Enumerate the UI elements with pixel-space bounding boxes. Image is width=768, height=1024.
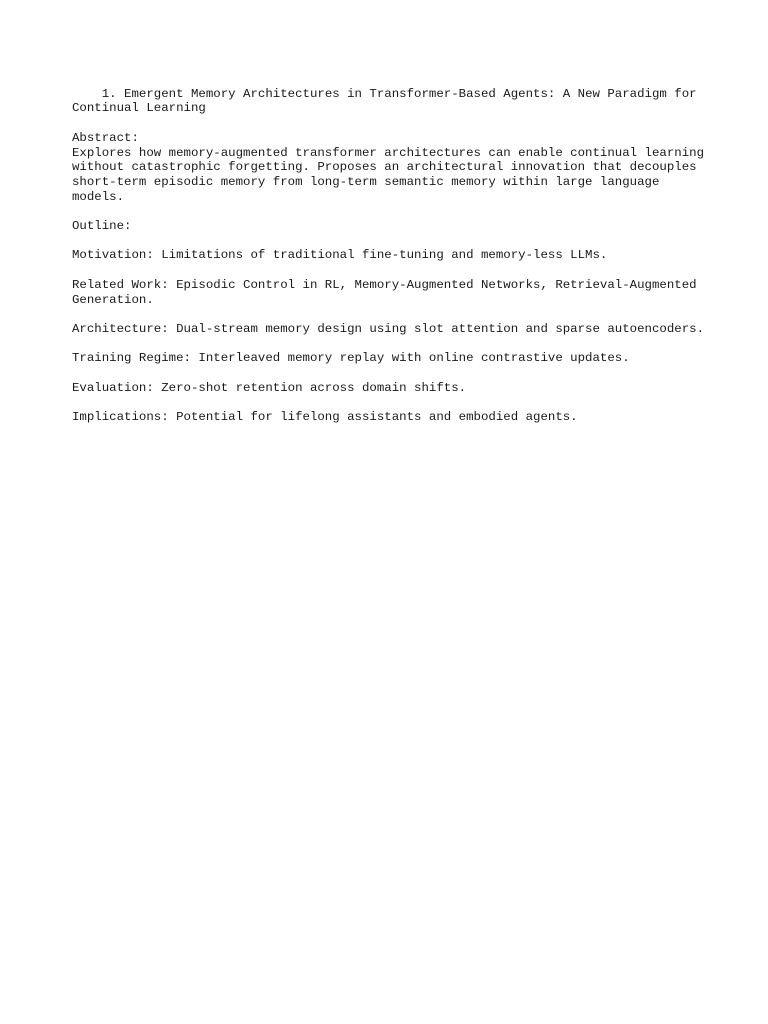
outline-item-evaluation: Evaluation: Zero-shot retention across domain shifts. [72,380,467,395]
document-title-text: 1. Emergent Memory Architectures in Transformer-Based Agents: A New Paradigm for Continual Learning [72,86,705,116]
outline-item-related-work: Related Work: Episodic Control in RL, Memory-Augmented Networks, Retrieval-Augmented Generation. [72,277,705,307]
outline-item-architecture: Architecture: Dual-stream memory design using slot attention and sparse autoencoders. [72,321,705,336]
spacer [72,307,712,322]
outline-label: Outline: [72,219,132,234]
outline-item-implications: Implications: Potential for lifelong assistants and embodied agents. [72,410,578,425]
abstract-label: Abstract: [72,130,139,145]
spacer [72,204,712,219]
spacer [72,263,712,278]
outline-item-motivation: Motivation: Limitations of traditional fine-tuning and memory-less LLMs. [72,248,608,263]
abstract-text: Explores how memory-augmented transformer architectures can enable continual learning without catastrophic forgetting. Proposes an architectural innovation that decouples short-term episodic memory from long-term semantic memory within large language models. [72,145,712,204]
document-title [72,72,712,131]
spacer [72,395,712,410]
spacer [72,337,712,352]
spacer [72,234,712,249]
outline-item-training-regime: Training Regime: Interleaved memory replay with online contrastive updates. [72,351,630,366]
document-page [72,72,712,425]
spacer [72,366,712,381]
